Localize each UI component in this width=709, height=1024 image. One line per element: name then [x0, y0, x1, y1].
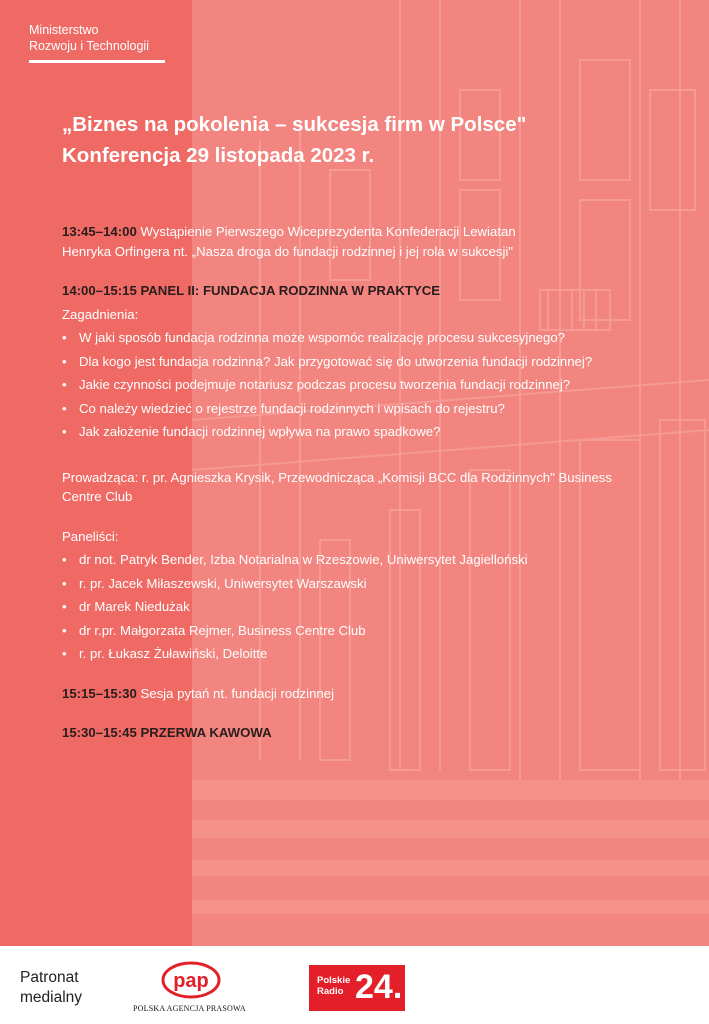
- list-item: • r. pr. Łukasz Żuławiński, Deloitte: [62, 644, 662, 664]
- agenda-item-1-time: 13:45–14:00: [62, 224, 137, 239]
- panelists-label: Paneliści:: [62, 528, 119, 544]
- list-item: • Jakie czynności podejmuje notariusz podczas procesu tworzenia fundacji rodzinnej?: [62, 375, 662, 395]
- footer: [0, 946, 709, 1024]
- radio-line-1: Polskie: [317, 975, 351, 986]
- moderator-line-1: Prowadząca: r. pr. Agnieszka Krysik, Przewodnicząca „Komisji BCC dla Rodzinnych" Business: [62, 469, 612, 485]
- patronat-line-1: Patronat: [20, 969, 79, 986]
- topics-list: [62, 328, 662, 442]
- agenda-item-4-text: PRZERWA KAWOWA: [136, 725, 272, 740]
- list-item: • Co należy wiedzieć o rejestrze fundacji rodzinnych i wpisach do rejestru?: [62, 399, 662, 419]
- ministry-underline: [29, 60, 165, 63]
- moderator-line-2: Centre Club: [62, 489, 133, 504]
- conference-title: [62, 109, 526, 171]
- title-line-2: Konferencja 29 listopada 2023 r.: [62, 144, 375, 167]
- agenda-item-1-text-b: Henryka Orfingera nt. „Nasza droga do fundacji rodzinnej i jej rola w sukcesji": [62, 243, 514, 259]
- agenda-item-1-text-a: Wystąpienie Pierwszego Wiceprezydenta Konfederacji Lewiatan: [136, 224, 516, 239]
- agenda-item-3-time: 15:15–15:30: [62, 685, 137, 701]
- list-item: • Dla kogo jest fundacja rodzinna? Jak przygotować się do utworzenia fundacji rodzinnej?: [62, 352, 662, 372]
- agenda-item-3: [62, 684, 662, 704]
- radio-line-2: Radio: [317, 986, 344, 997]
- panelists-list: [62, 550, 662, 664]
- agenda-item-4-time: 15:30–15:45: [62, 725, 137, 740]
- pap-caption: POLSKA AGENCJA PRASOWA: [133, 1004, 246, 1013]
- moderator: [62, 468, 662, 507]
- title-line-1: „Biznes na pokolenia – sukcesja firm w Polsce": [62, 113, 527, 136]
- polskie-radio-24-logo: [309, 965, 405, 1011]
- list-item: • W jaki sposób fundacja rodzinna może wspomóc realizację procesu sukcesyjnego?: [62, 328, 662, 348]
- list-item: • Jak założenie fundacji rodzinnej wpływa na prawo spadkowe?: [62, 422, 662, 442]
- panelists: [62, 527, 662, 664]
- radio-logo-number: 24.: [355, 968, 403, 1006]
- panel-2-time: 14:00–15:15: [62, 283, 137, 298]
- list-item: • dr Marek Niedużak: [62, 597, 662, 617]
- ministry-line-2: Rozwoju i Technologii: [29, 39, 149, 53]
- list-item: • r. pr. Jacek Miłaszewski, Uniwersytet Warszawski: [62, 574, 662, 594]
- pap-logo-text: pap: [173, 970, 209, 992]
- list-item: • dr not. Patryk Bender, Izba Notarialna w Rzeszowie, Uniwersytet Jagielloński: [62, 550, 662, 570]
- list-item: • dr r.pr. Małgorzata Rejmer, Business Centre Club: [62, 621, 662, 641]
- agenda-item-4: [62, 723, 662, 743]
- media-patronage-label: [20, 968, 82, 1008]
- agenda-item-1: [62, 222, 662, 261]
- ministry-line-1: Ministerstwo: [29, 23, 99, 37]
- panel-2: [62, 281, 662, 442]
- panel-2-title: PANEL II: FUNDACJA RODZINNA W PRAKTYCE: [136, 283, 441, 298]
- agenda: [62, 222, 662, 757]
- patronat-line-2: medialny: [20, 989, 83, 1006]
- radio-logo-name: [317, 975, 350, 997]
- agenda-item-3-text: Sesja pytań nt. fundacji rodzinnej: [136, 685, 334, 701]
- ministry-logo: [29, 22, 149, 54]
- topics-label: Zagadnienia:: [62, 306, 139, 322]
